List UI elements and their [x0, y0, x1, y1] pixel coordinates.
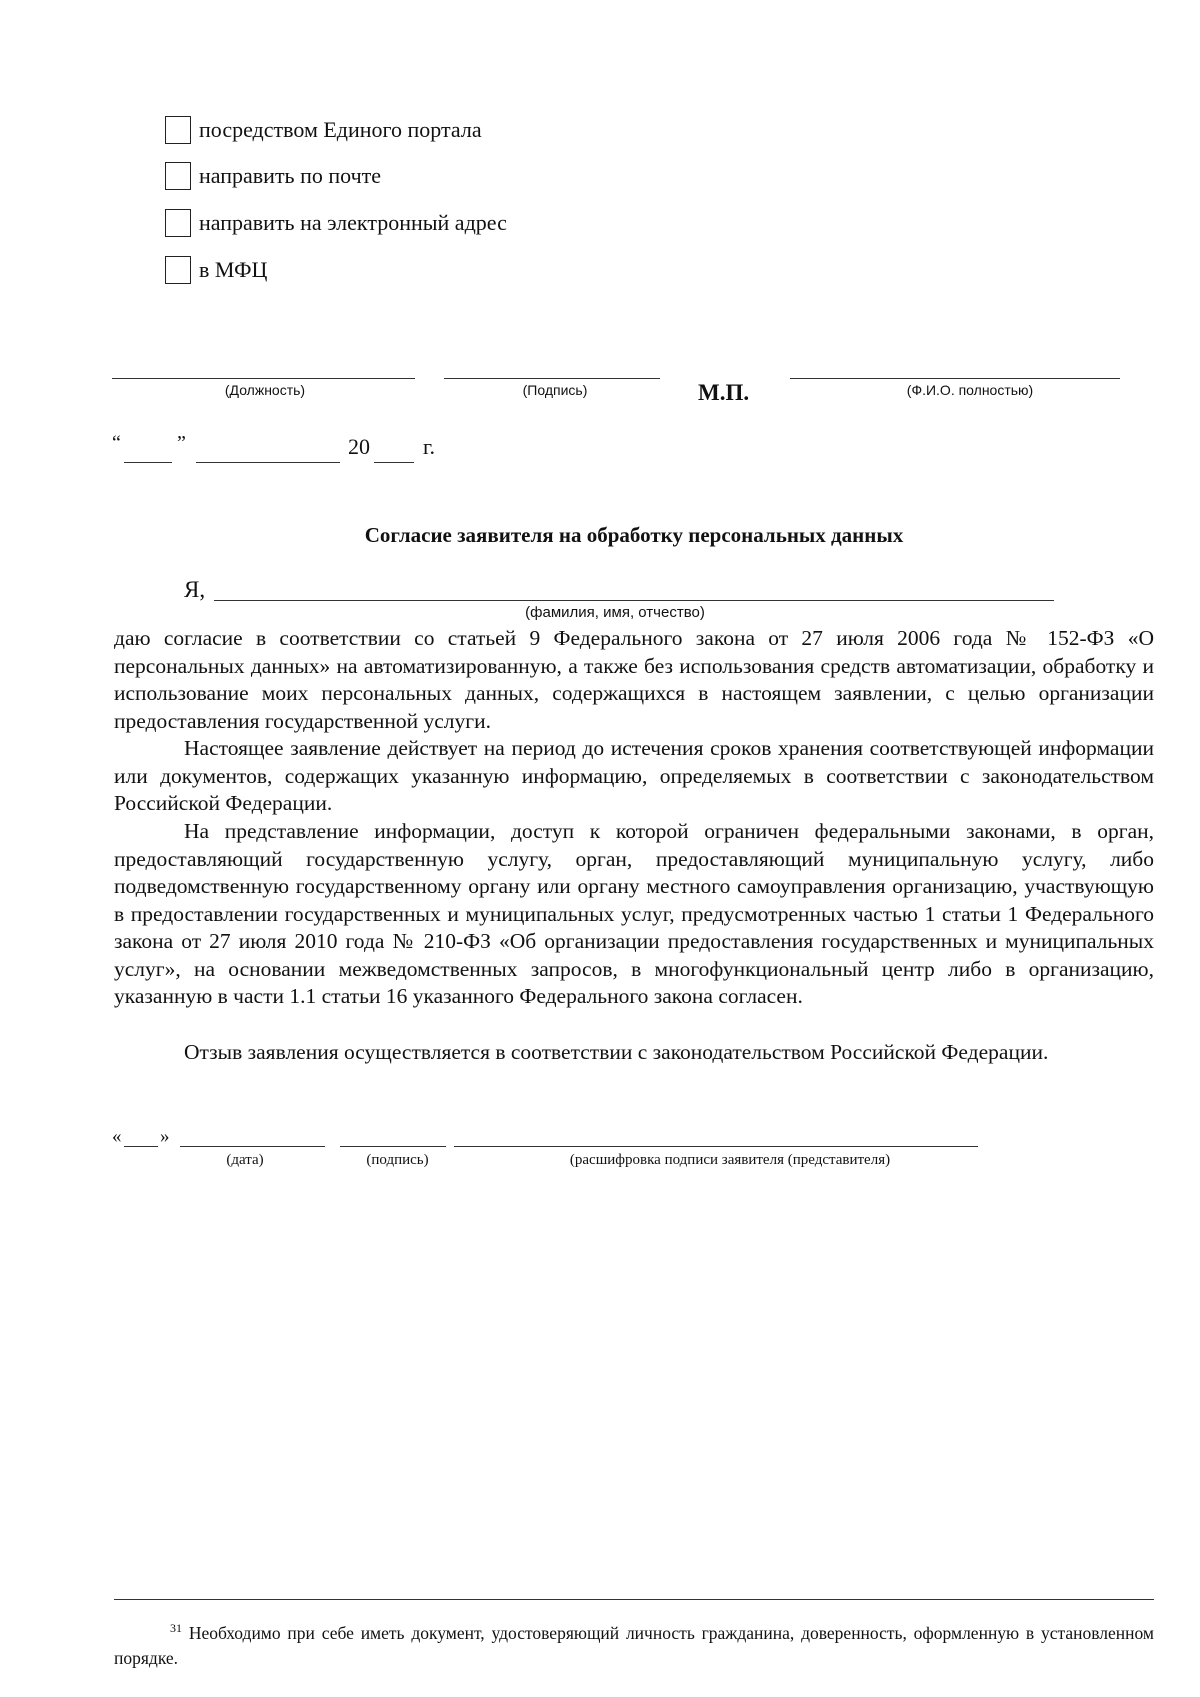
date-close-quote: ” — [177, 432, 186, 454]
day-line[interactable] — [124, 462, 172, 463]
sig-date-line[interactable] — [180, 1146, 325, 1147]
sig-signature-caption: (подпись) — [366, 1152, 429, 1168]
date-open-quote: “ — [112, 432, 121, 454]
stamp-label: М.П. — [698, 380, 750, 405]
year-suffix: г. — [423, 434, 436, 459]
month-line[interactable] — [196, 462, 340, 463]
consent-paragraph-3: На представление информации, доступ к которой ограничен федеральными законами, в орган, предоставляющий государственную услугу, орган, предоставляющий муниципальную услугу, либо подведомственную государственному органу или органу местного самоуправления организацию, участвующую в предоставлении государственных и муниципальных услуг, предусмотренных частью 1 статьи 1 Федерального закона от 27 июля 2010 года № 210-ФЗ «Об организации предоставления государственных и муниципальных услуг», на основании межведомственных запросов, в многофункциональный центр либо в организацию, указанную в части 1.1 статьи 16 указанного Федерального закона согласен. — [114, 819, 1154, 1008]
sig-close-quote: » — [160, 1126, 170, 1147]
option-email[interactable] — [165, 207, 507, 239]
signature-caption: (Подпись) — [522, 382, 588, 398]
option-email-label: направить на электронный адрес — [199, 210, 507, 235]
position-line[interactable] — [112, 378, 415, 379]
checkbox-mail[interactable] — [165, 162, 191, 190]
year-prefix: 20 — [348, 434, 370, 459]
fullname-line[interactable] — [790, 378, 1120, 379]
consent-paragraph-4: Отзыв заявления осуществляется в соответствии с законодательством Российской Федерации. — [184, 1040, 1049, 1064]
option-mail[interactable] — [165, 160, 381, 192]
sig-decoding-caption: (расшифровка подписи заявителя (представителя) — [569, 1152, 891, 1168]
year-line[interactable] — [374, 462, 414, 463]
option-portal[interactable] — [165, 114, 482, 146]
checkbox-mfc[interactable] — [165, 256, 191, 284]
consent-paragraph-2: Настоящее заявление действует на период до истечения сроков хранения соответствующей информации или документов, содержащих указанную информацию, определяемых в соответствии с законодательством Российской Федерации. — [114, 736, 1154, 815]
checkbox-portal[interactable] — [165, 116, 191, 144]
footnote-marker: 31 — [170, 1621, 182, 1635]
footnote-text: Необходимо при себе иметь документ, удостоверяющий личность гражданина, доверенность, оформленную в установленном порядке. — [114, 1622, 1155, 1668]
footnote — [114, 1616, 1154, 1671]
i-label: Я, — [184, 577, 206, 602]
fullname-caption: (Ф.И.О. полностью) — [906, 382, 1034, 398]
option-portal-label: посредством Единого портала — [199, 117, 482, 142]
sig-signature-line[interactable] — [340, 1146, 446, 1147]
sig-date-caption: (дата) — [226, 1152, 264, 1168]
checkbox-email[interactable] — [165, 209, 191, 237]
option-mail-label: направить по почте — [199, 163, 382, 188]
sig-day-line[interactable] — [124, 1146, 158, 1147]
option-mfc[interactable] — [165, 254, 267, 286]
signature-line[interactable] — [444, 378, 660, 379]
consent-paragraph-1: даю согласие в соответствии со статьей 9 Федерального закона от 27 июля 2006 года № 152-ФЗ «О персональных данных» на автоматизированную, а также без использования средств автоматизации, обработку и использование моих персональных данных, содержащихся в настоящем заявлении, с целью организации предоставления государственной услуги. — [114, 626, 1154, 733]
position-caption: (Должность) — [224, 382, 306, 398]
applicant-name-caption: (фамилия, имя, отчество) — [525, 604, 705, 621]
sig-open-quote: « — [112, 1126, 122, 1147]
applicant-name-line[interactable] — [214, 600, 1054, 601]
sig-decoding-line[interactable] — [454, 1146, 978, 1147]
consent-title: Согласие заявителя на обработку персональных данных — [364, 523, 904, 547]
option-mfc-label: в МФЦ — [199, 257, 268, 282]
footnote-separator — [114, 1599, 1154, 1600]
